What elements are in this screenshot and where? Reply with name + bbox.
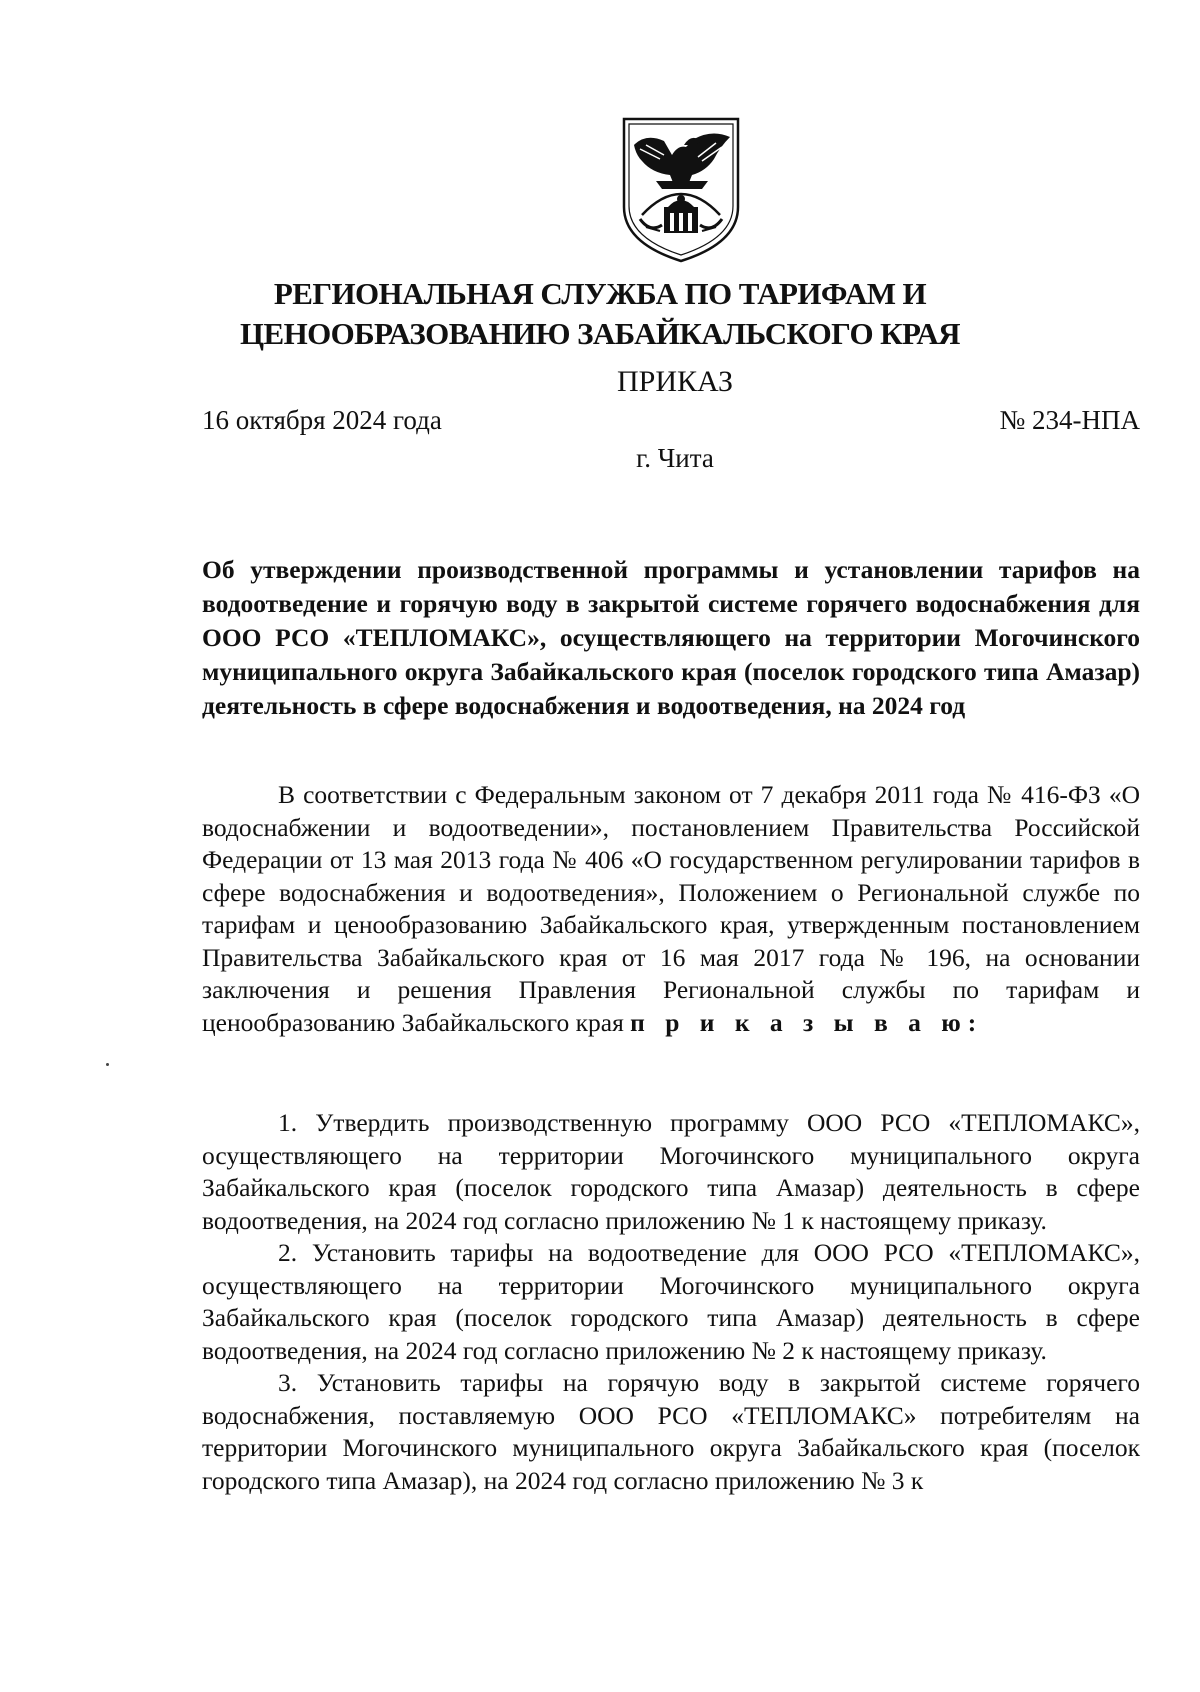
order-number: № 234-НПА: [999, 405, 1140, 435]
agency-name-line2: ЦЕНООБРАЗОВАНИЮ ЗАБАЙКАЛЬСКОГО КРАЯ: [240, 316, 960, 351]
preamble: [202, 779, 1140, 1039]
command-word: п р и к а з ы в а ю:: [630, 1007, 984, 1037]
preamble-text: В соответствии с Федеральным законом от 7 декабря 2011 года № 416-ФЗ «О водоснабжении и водоотведении», постановлением Правительства Российской Федерации от 13 мая 2013 года № 406 «О государственном регулировании тарифов в сфере водоснабжения и водоотведения», Положением о Региональной службе по тарифам и ценообразованию Забайкальского края, утвержденным постановлением Правительства Забайкальского края от 16 мая 2017 года № 196, на основании заключения и решения Правления Региональной службы по тарифам и ценообразованию Забайкальского края: [202, 780, 1140, 1037]
order-date: 16 октября 2024 года: [202, 405, 442, 435]
margin-dot: [106, 1063, 109, 1066]
preamble-paragraph: [202, 779, 1140, 1039]
order-item-1: 1. Утвердить производственную программу ООО РСО «ТЕПЛОМАКС», осуществляющего на территории Могочинского муниципального округа Забайкальского края (поселок городского типа Амазар) деятельность в сфере водоотведения, на 2024 год согласно приложению № 1 к настоящему приказу.: [202, 1108, 1140, 1235]
zabaykalsky-coat-of-arms-icon: [616, 115, 746, 265]
order-city: г. Чита: [636, 443, 714, 473]
document-type: ПРИКАЗ: [617, 365, 733, 398]
order-items: [202, 1107, 1140, 1497]
agency-name-line1: РЕГИОНАЛЬНАЯ СЛУЖБА ПО ТАРИФАМ И: [273, 276, 927, 311]
agency-name: [200, 274, 1000, 354]
order-item-3: 3. Установить тарифы на горячую воду в закрытой системе горячего водоснабжения, поставляемую ООО РСО «ТЕПЛОМАКС» потребителям на территории Могочинского муниципального округа Забайкальского края (поселок городского типа Амазар), на 2024 год согласно приложению № 3 к: [202, 1368, 1140, 1495]
order-subject: Об утверждении производственной программы и установлении тарифов на водоотведение и горячую воду в закрытой системе горячего водоснабжения для ООО РСО «ТЕПЛОМАКС», осуществляющего на территории Могочинского муниципального округа Забайкальского края (поселок городского типа Амазар) деятельность в сфере водоснабжения и водоотведения, на 2024 год: [202, 555, 1140, 720]
order-item-2: 2. Установить тарифы на водоотведение для ООО РСО «ТЕПЛОМАКС», осуществляющего на территории Могочинского муниципального округа Забайкальского края (поселок городского типа Амазар) деятельность в сфере водоотведения, на 2024 год согласно приложению № 2 к настоящему приказу.: [202, 1238, 1140, 1365]
